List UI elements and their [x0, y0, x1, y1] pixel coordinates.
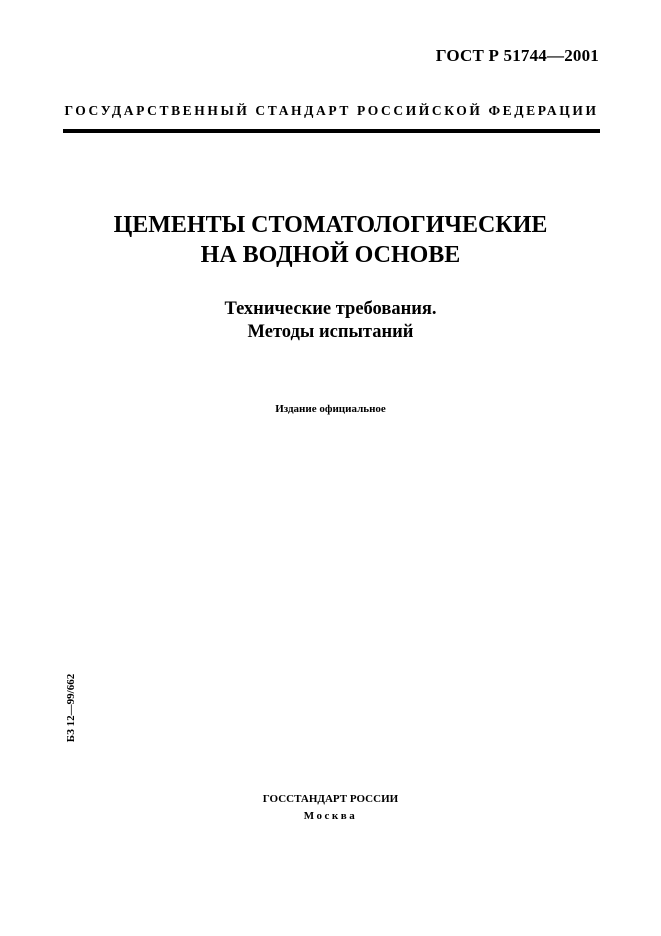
side-code-text: БЗ 12—99/662 — [65, 673, 77, 743]
subtitle-line-1: Технические требования. — [224, 299, 437, 319]
subtitle-line-2: Методы испытаний — [247, 322, 414, 342]
agency-header: ГОСУДАРСТВЕННЫЙ СТАНДАРТ РОССИЙСКОЙ ФЕДЕРАЦИИ — [64, 103, 599, 118]
standard-number: ГОСТ Р 51744—2001 — [435, 46, 599, 65]
edition-note: Издание официальное — [275, 403, 386, 415]
title-line-1: ЦЕМЕНТЫ СТОМАТОЛОГИЧЕСКИЕ — [113, 212, 548, 238]
side-code — [56, 668, 86, 748]
publisher: ГОССТАНДАРТ РОССИИ — [262, 793, 399, 805]
city: Москва — [303, 810, 358, 822]
title-line-2: НА ВОДНОЙ ОСНОВЕ — [200, 242, 461, 268]
document-subtitle — [0, 298, 661, 344]
document-title — [0, 210, 661, 270]
header-rule — [63, 129, 600, 133]
